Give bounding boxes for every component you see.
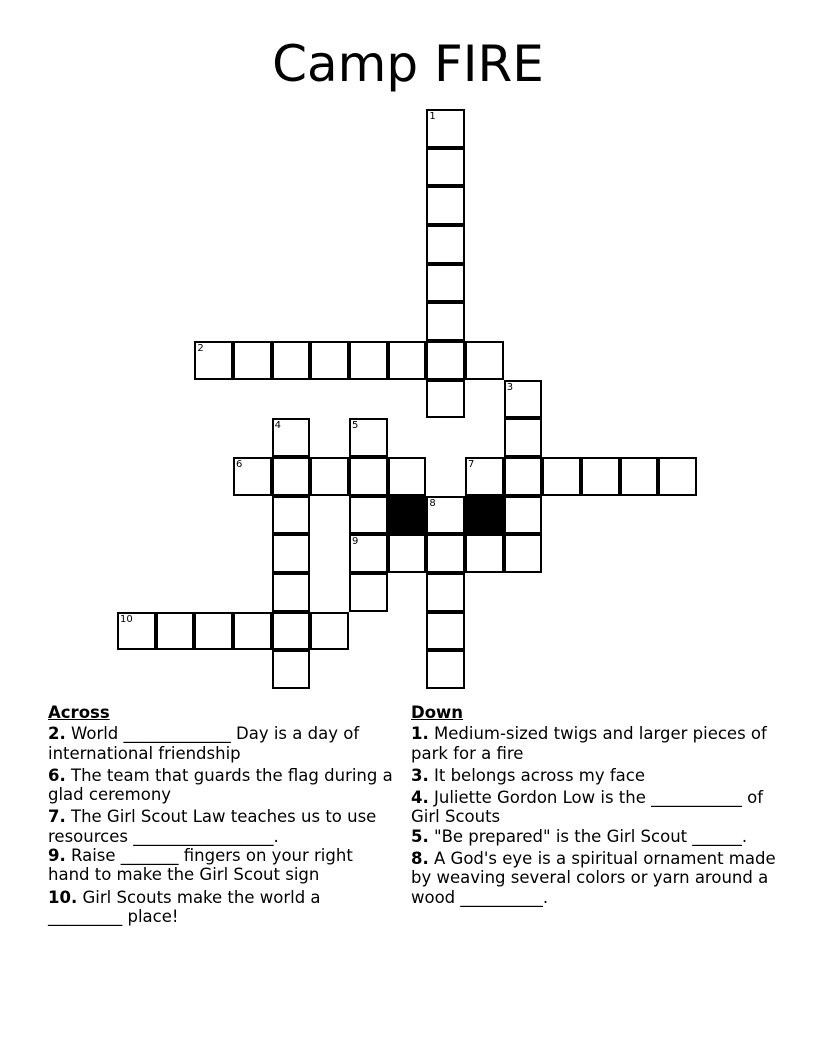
grid-cell[interactable] [349, 457, 388, 496]
grid-cell[interactable] [504, 418, 543, 457]
grid-cell[interactable] [426, 186, 465, 225]
black-cell [465, 496, 504, 535]
clue-number: 6. [48, 765, 66, 785]
page-title: Camp FIRE [272, 35, 544, 93]
clue-across-2 [48, 724, 398, 763]
clue-text: Medium-sized twigs and larger pieces of park for a fire [411, 724, 767, 763]
cell-number: 8 [429, 497, 436, 509]
grid-cell[interactable] [349, 341, 388, 380]
grid-cell[interactable] [233, 612, 272, 651]
clue-number: 9. [48, 846, 66, 866]
grid-cell[interactable] [117, 612, 156, 651]
cell-number: 9 [352, 536, 359, 548]
grid-cell[interactable] [542, 457, 581, 496]
cell-number: 1 [429, 111, 436, 122]
across-heading: Across [48, 703, 110, 722]
clue-number: 2. [48, 724, 66, 744]
grid-cell[interactable] [504, 534, 543, 573]
clue-text: World _____________ Day is a day of international friendship [48, 724, 360, 763]
clue-text: The Girl Scout Law teaches us to use resources _________________. [48, 807, 377, 846]
cell-number: 3 [506, 381, 514, 393]
clue-number: 7. [48, 807, 66, 827]
grid-cell[interactable] [504, 380, 543, 419]
clue-number: 1. [411, 724, 429, 744]
grid-cell[interactable] [620, 457, 659, 496]
cell-number: 2 [197, 343, 204, 355]
grid-cell[interactable] [272, 573, 311, 612]
clue-down-3 [411, 766, 781, 785]
cell-number: 4 [274, 420, 282, 432]
grid-cell[interactable] [310, 341, 349, 380]
grid-cell[interactable] [272, 457, 311, 496]
grid-cell[interactable] [465, 457, 504, 496]
grid-cell[interactable] [272, 650, 311, 689]
grid-cell[interactable] [388, 341, 427, 380]
black-cell [388, 496, 427, 535]
cell-number: 6 [236, 459, 243, 471]
clue-across-9 [48, 846, 398, 885]
clue-number: 3. [411, 765, 429, 785]
grid-cell[interactable] [426, 573, 465, 612]
grid-cell[interactable] [310, 612, 349, 651]
grid-cell[interactable] [272, 612, 311, 651]
across-clues [48, 703, 398, 929]
down-heading: Down [411, 703, 464, 722]
clue-down-8 [411, 849, 781, 907]
grid-cell[interactable] [426, 225, 465, 264]
grid-cell[interactable] [426, 534, 465, 573]
clue-down-5 [411, 827, 781, 846]
clue-number: 4. [411, 788, 429, 808]
grid-cell[interactable] [349, 418, 388, 457]
grid-cell[interactable] [272, 341, 311, 380]
grid-cell[interactable] [426, 109, 465, 148]
clue-across-7 [48, 807, 398, 846]
cell-number: 5 [352, 420, 359, 432]
grid-cell[interactable] [504, 496, 543, 535]
clue-text: It belongs across my face [434, 765, 646, 785]
clue-across-6 [48, 766, 398, 805]
cell-number: 10 [120, 613, 133, 625]
clue-number: 5. [411, 826, 429, 846]
grid-cell[interactable] [426, 264, 465, 303]
grid-cell[interactable] [388, 457, 427, 496]
grid-cell[interactable] [194, 341, 233, 380]
grid-cell[interactable] [156, 612, 195, 651]
grid-cell[interactable] [349, 573, 388, 612]
grid-cell[interactable] [194, 612, 233, 651]
grid-cell[interactable] [581, 457, 620, 496]
grid-cell[interactable] [426, 612, 465, 651]
grid-cell[interactable] [310, 457, 349, 496]
clue-text: A God's eye is a spiritual ornament made by weaving several colors or yarn around a wood __________. [411, 849, 776, 907]
grid-cell[interactable] [426, 148, 465, 187]
clue-down-4 [411, 788, 781, 827]
grid-cell[interactable] [504, 457, 543, 496]
grid-cell[interactable] [349, 534, 388, 573]
grid-cell[interactable] [658, 457, 697, 496]
clue-text: "Be prepared" is the Girl Scout ______. [434, 826, 748, 846]
grid-cell[interactable] [233, 457, 272, 496]
clue-down-1 [411, 724, 781, 763]
grid-cell[interactable] [272, 534, 311, 573]
clue-across-10 [48, 888, 398, 927]
grid-cell[interactable] [426, 380, 465, 419]
clue-number: 8. [411, 849, 429, 869]
clue-text: Raise _______ fingers on your right hand to make the Girl Scout sign [48, 846, 353, 885]
grid-cell[interactable] [465, 341, 504, 380]
grid-cell[interactable] [426, 302, 465, 341]
grid-cell[interactable] [426, 341, 465, 380]
down-clues [411, 703, 781, 910]
clue-text: Juliette Gordon Low is the ___________ of Girl Scouts [411, 788, 764, 827]
grid-cell[interactable] [349, 496, 388, 535]
grid-cell[interactable] [272, 496, 311, 535]
grid-cell[interactable] [426, 496, 465, 535]
clue-number: 10. [48, 887, 78, 907]
clue-text: The team that guards the flag during a glad ceremony [48, 765, 393, 805]
cell-number: 7 [468, 459, 475, 471]
grid-cell[interactable] [272, 418, 311, 457]
clue-text: Girl Scouts make the world a _________ place! [48, 887, 321, 926]
grid-cell[interactable] [426, 650, 465, 689]
grid-cell[interactable] [233, 341, 272, 380]
grid-cell[interactable] [388, 534, 427, 573]
grid-cell[interactable] [465, 534, 504, 573]
